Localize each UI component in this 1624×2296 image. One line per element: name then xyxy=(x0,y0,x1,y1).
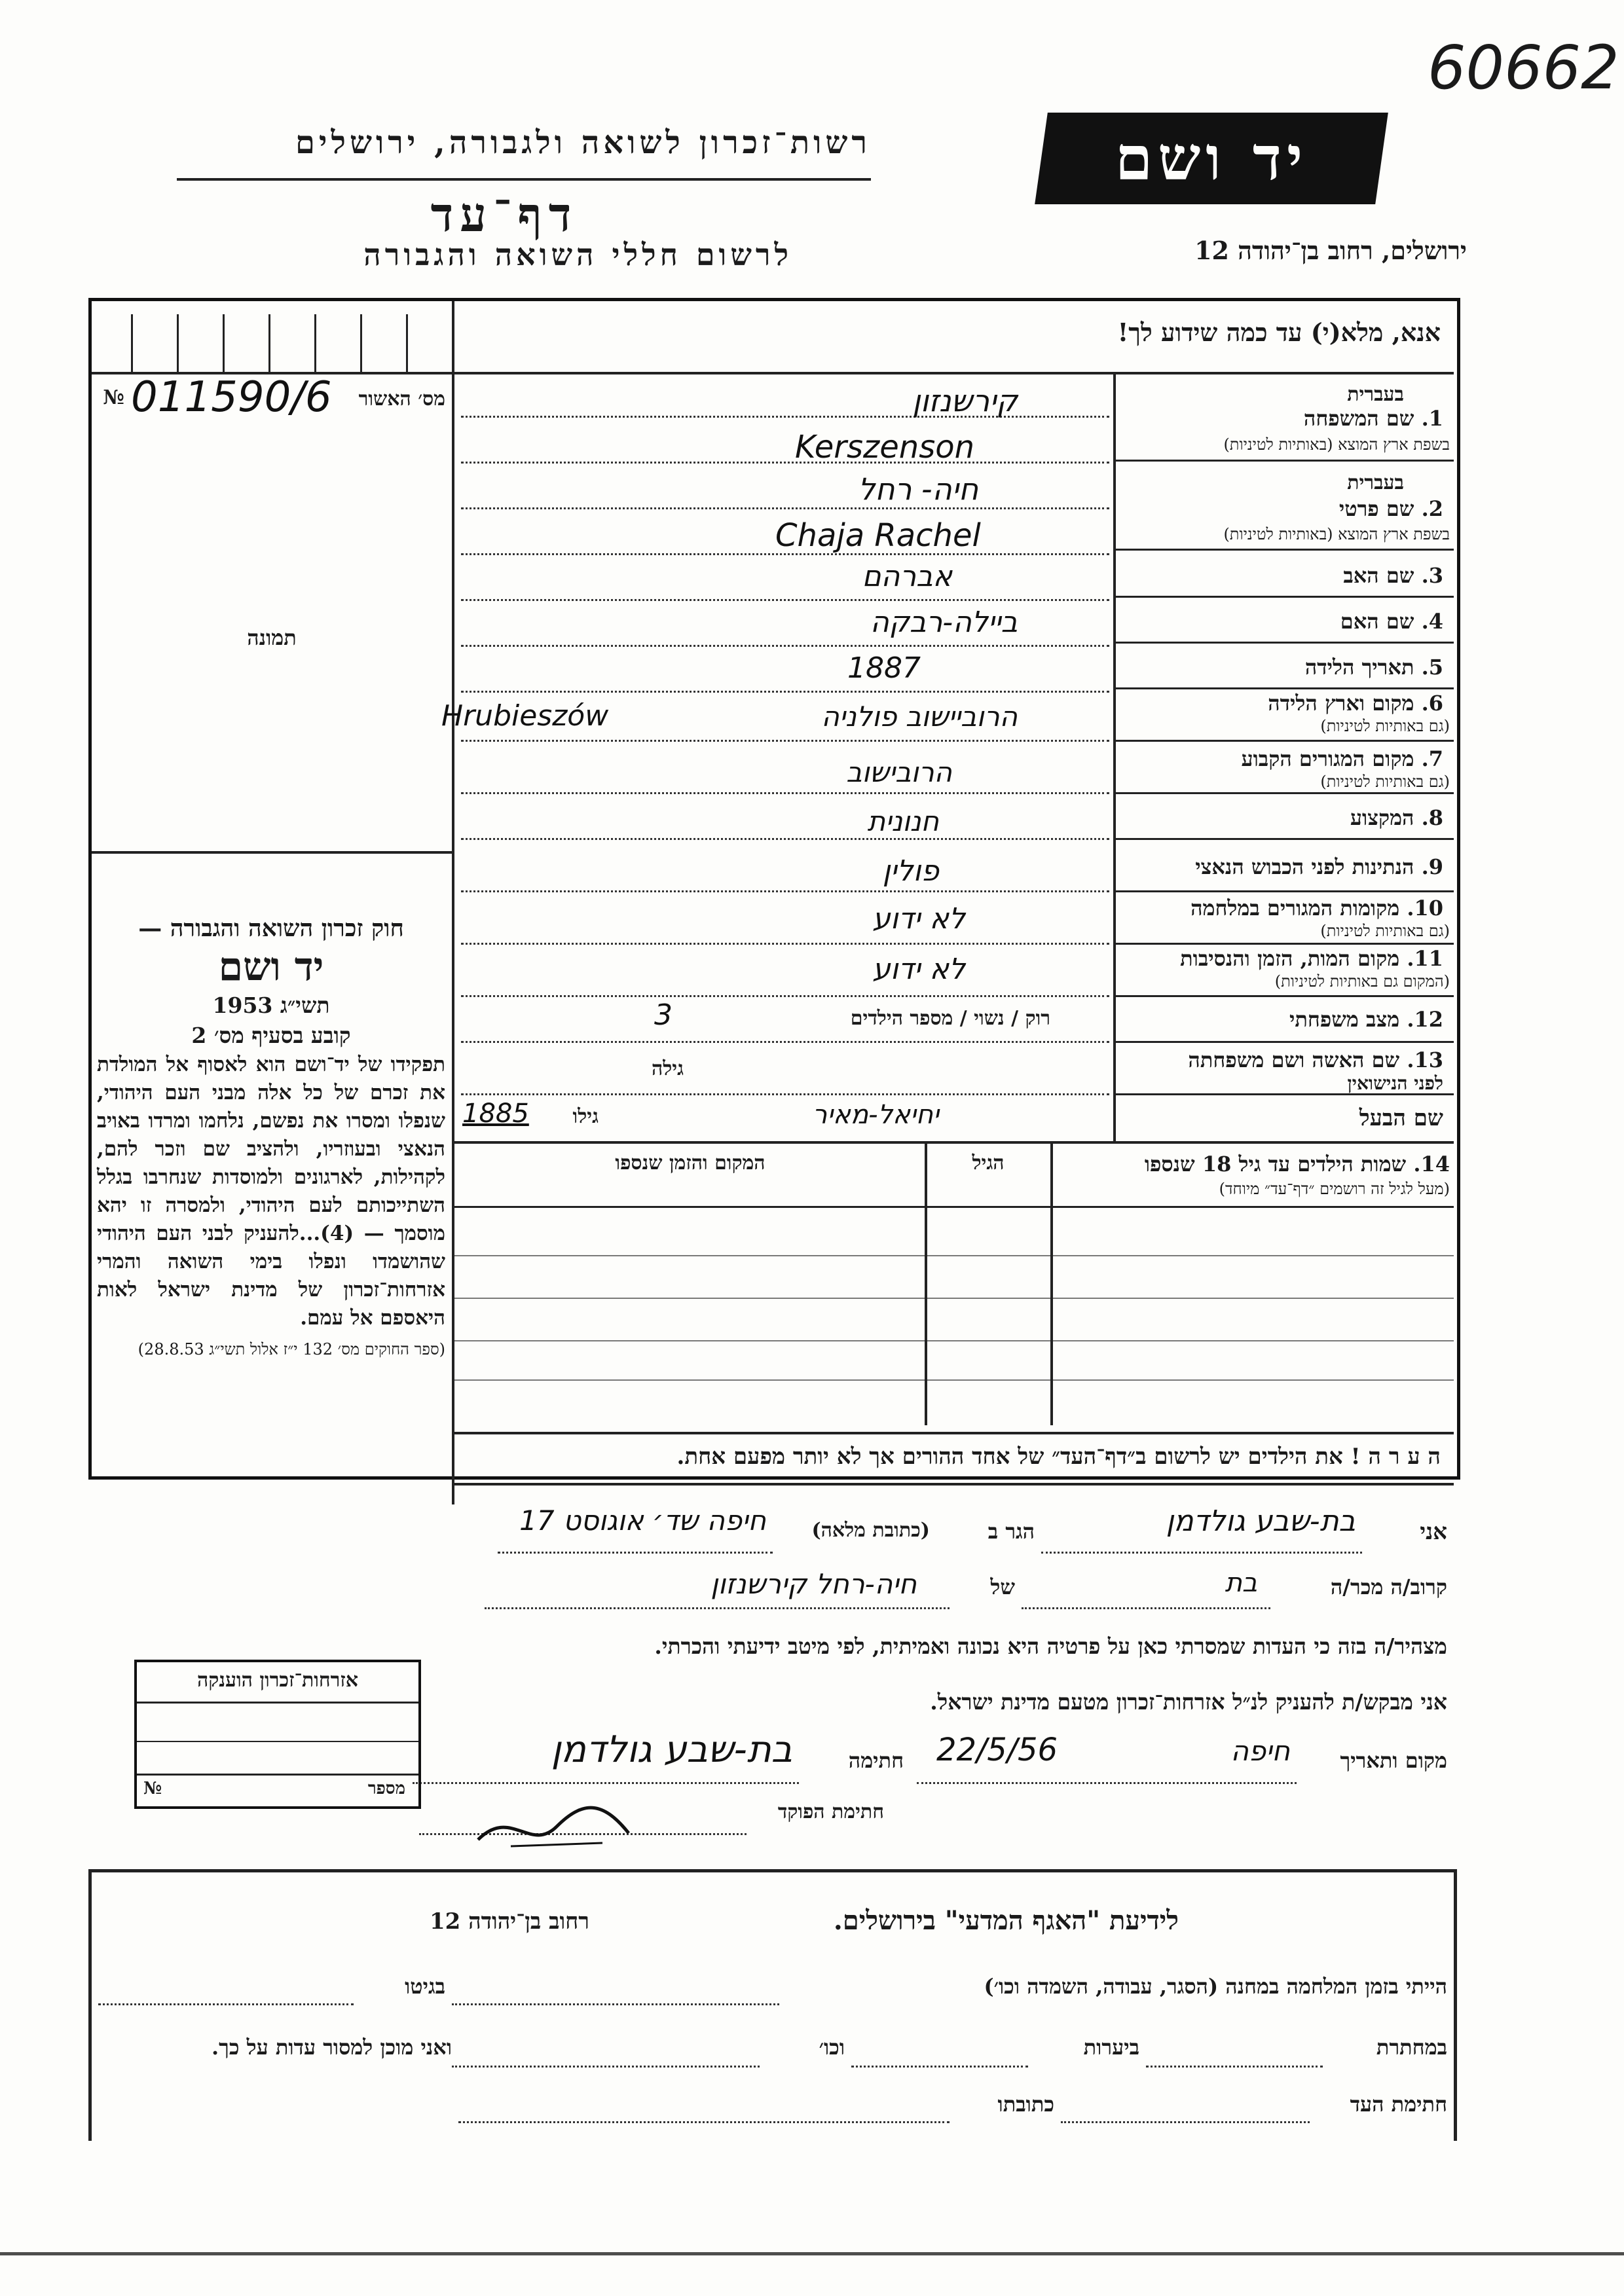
footer-title: לידיעת "האגף המדעי" בירושלים. xyxy=(833,1905,1179,1936)
field-9-label: 9. הנתינות לפני הכבוש הנאצי xyxy=(1195,854,1443,879)
logo-text: יד ושם xyxy=(1115,123,1308,194)
husband-born-year: 1885 xyxy=(462,1099,529,1129)
col-place: המקום והזמן שנספו xyxy=(615,1152,766,1175)
field-10-label: 10. מקומות המגורים במלחמה xyxy=(1190,896,1443,920)
field-1-value-hebrew: קירשנזון xyxy=(912,383,1018,418)
citizenship-title: אזרחות־זכרון הוענקה xyxy=(196,1669,359,1692)
citizenship-box xyxy=(134,1660,421,1809)
field-12-children-count: 3 xyxy=(654,998,673,1032)
footer-ready: ואני מוכן למסור עדות על כך. xyxy=(211,2035,452,2060)
place-date-label: מקום ותאריך xyxy=(1340,1748,1447,1773)
photo-label: תמונה xyxy=(247,625,297,650)
field-13-label: 13. שם האשה ושם משפחתה xyxy=(1188,1048,1443,1072)
field-6-label: 6. מקום וארץ הלידה xyxy=(1268,691,1443,716)
decl-shel: של xyxy=(990,1575,1015,1599)
code-boxes xyxy=(92,301,452,373)
witness-sig-label: חתימת העד xyxy=(1350,2092,1447,2117)
footer-address: רחוב בן־יהודה 12 xyxy=(429,1908,589,1935)
field-2-tag: בעברית xyxy=(1347,471,1404,494)
field-11-label: 11. מקום המות, הזמן והנסיבות xyxy=(1180,946,1443,971)
citizenship-number-label: מספר xyxy=(367,1779,405,1798)
field-8-value: חנונית xyxy=(867,805,939,837)
note: ה ע ר ה ! את הילדים יש לרשום ב״דף־העד״ של אחד ההורים אך לא יותר מפעם אחת. xyxy=(676,1444,1441,1470)
field-13-sub: לפני הנישואין xyxy=(1347,1072,1443,1094)
archive-number: 60662 xyxy=(1428,33,1619,103)
address: ירושלים, רחוב בן־יהודה 12 xyxy=(1194,236,1467,265)
citizenship-number-symbol: № xyxy=(143,1779,162,1798)
field-7-label: 7. מקום המגורים הקבוע xyxy=(1241,746,1443,771)
statement: מצהיר/ה בזה כי העדות שמסרתי כאן על פרטיה היא נכונה ואמיתית, לפי מיטב ידיעתי והכרתי. xyxy=(654,1633,1447,1659)
field-3-label: 3. שם האב xyxy=(1343,563,1443,588)
authority-underline xyxy=(177,178,871,181)
relation-value: בת xyxy=(1225,1568,1257,1598)
field-1-tag: בעברית xyxy=(1347,383,1404,406)
law-year: תשי״ג 1953 xyxy=(212,993,330,1018)
field-6-value-latin: Hrubieszów xyxy=(441,699,609,733)
field-11-value: לא ידוע xyxy=(872,953,965,986)
signature-label: חתימה xyxy=(848,1748,904,1773)
col-age: הגיל xyxy=(972,1152,1005,1175)
husband-value: יחיאל-מאיר xyxy=(812,1100,939,1130)
officer-signature xyxy=(471,1794,642,1859)
law-logo: יד ושם xyxy=(218,944,324,990)
field-6-value-hebrew: הרוביישוב פולניה xyxy=(821,701,1018,733)
footer-line1: הייתי בזמן המלחמה במחנה (הסגר, עבודה, השמדה וכו׳) xyxy=(984,1974,1447,1999)
relation-of: חיה-רחל קירשנזון xyxy=(710,1568,917,1600)
field-1-sub: בשפת ארץ המוצא (באותיות לטיניות) xyxy=(1223,435,1450,454)
footer-ghetto: בגיטו xyxy=(405,1974,445,1999)
form-subtitle: לרשום חללי השואה והגבורה xyxy=(363,237,792,272)
children-table xyxy=(454,1144,1454,1432)
yad-vashem-logo xyxy=(1035,113,1388,204)
footer-etc: וכו׳ xyxy=(819,2035,845,2060)
field-5-value: 1887 xyxy=(847,651,921,685)
relation-label: קרוב/ה מכר/ה xyxy=(1330,1575,1447,1599)
field-9-value: פולין xyxy=(882,854,939,888)
field-11-sub: (המקום גם באותיות לטיניות) xyxy=(1274,972,1450,991)
reg-no-symbol: № xyxy=(103,386,124,409)
instruction: אנא, מלא(י) עד כמה שידוע לך! xyxy=(1117,318,1441,347)
field-8-label: 8. המקצוע xyxy=(1350,805,1443,830)
date-value: 22/5/56 xyxy=(936,1732,1058,1768)
field-2-value-hebrew: חיה- רחל xyxy=(858,471,978,507)
fields-area xyxy=(441,373,1454,1141)
law-title: חוק זכרון השואה והגבורה — xyxy=(138,915,404,942)
law-box xyxy=(97,913,445,1360)
form-title: דף־עד xyxy=(430,187,578,242)
footer-forests: ביערות xyxy=(1083,2035,1139,2060)
decl-full-address: (כתובת מלאה) xyxy=(811,1519,930,1542)
decl-ani: אני xyxy=(1420,1519,1447,1545)
children-subtitle: (מעל לגיל זה רושמים ״דף־עד״ מיוחד) xyxy=(1219,1180,1450,1198)
field-7-value: הרובישוב xyxy=(846,756,952,788)
witness-address-label: כתובתו xyxy=(997,2092,1054,2117)
field-6-sub: (גם באותיות לטיניות) xyxy=(1320,717,1450,735)
field-1-value-latin: Kerszenson xyxy=(795,429,974,465)
children-title: 14. שמות הילדים עד גיל 18 שנספו xyxy=(1144,1152,1450,1176)
law-section: קובע בסעיף מס׳ 2 xyxy=(191,1023,351,1048)
request: אני מבקש/ת להעניק לנ״ל אזרחות־זכרון מטעם מדינת ישראל. xyxy=(930,1689,1447,1715)
field-10-sub: (גם באותיות לטיניות) xyxy=(1320,922,1450,940)
address-value: חיפה שד׳ אוגוסט 17 xyxy=(519,1504,766,1537)
law-body: תפקידו של יד־ושם הוא לאסוף אל המולדת את זכרם של כל אלה מבני העם היהודי, שנפלו ומסרו את נפשם, נלחמו ומרדו באויב הנאצי ובעוזריו, ולהציב שם וזכר להם, לקהילות, לארגונים ולמוסדות שנחרבו בגלל השתייכותם לעם היהודי, ולמסרה זו יהא מוסמך — (4)...להעניק לבני העם היהודי שהושמדו ונפלו בימי השואה והמרי אזרחות־זכרון של מדינת ישראל לאות היאספם אל עמם. xyxy=(97,1053,445,1330)
field-12-label: 12. מצב משפחתי xyxy=(1289,1007,1443,1032)
photo-area xyxy=(92,373,452,851)
reg-value: 011590/6 xyxy=(131,373,332,422)
field-3-value: אברהם xyxy=(862,560,952,593)
authority-title: רשות־זכרון לשואה ולגבורה, ירושלים xyxy=(295,124,871,161)
footer-underground: במחתרת xyxy=(1376,2035,1447,2060)
place-value: חיפה xyxy=(1230,1735,1290,1767)
officer-label: חתימת הפוקד xyxy=(777,1800,884,1823)
field-4-label: 4. שם האם xyxy=(1340,609,1443,634)
field-5-label: 5. תאריך הלידה xyxy=(1304,655,1443,680)
field-10-value: לא ידוע xyxy=(872,902,965,936)
witness-name: בת-שבע גולדמן xyxy=(1166,1504,1356,1538)
husband-born-label: גילו xyxy=(572,1105,599,1128)
reg-label: מס׳ האשור xyxy=(358,388,445,410)
field-2-label: 2. שם פרטי xyxy=(1338,496,1443,521)
signature-value: בת-שבע גולדמן xyxy=(551,1728,792,1771)
field-13-age-label: גילה xyxy=(651,1057,684,1080)
law-footnote: (ספר החוקים מס׳ 132 י״ז אלול תשי״ג 28.8.53) xyxy=(138,1340,445,1358)
decl-gar-b: הגר ב xyxy=(987,1519,1035,1544)
husband-label: שם הבעל xyxy=(1359,1105,1443,1131)
field-1-label: 1. שם המשפחה xyxy=(1303,406,1443,431)
field-7-sub: (גם באותיות לטיניות) xyxy=(1320,773,1450,791)
field-2-sub: בשפת ארץ המוצא (באותיות לטיניות) xyxy=(1223,525,1450,543)
field-4-value: ביילה-רבקה xyxy=(870,606,1018,639)
field-12-options: רוק / נשוי / מספר הילדים xyxy=(850,1007,1050,1030)
field-2-value-latin: Chaja Rachel xyxy=(775,517,981,554)
